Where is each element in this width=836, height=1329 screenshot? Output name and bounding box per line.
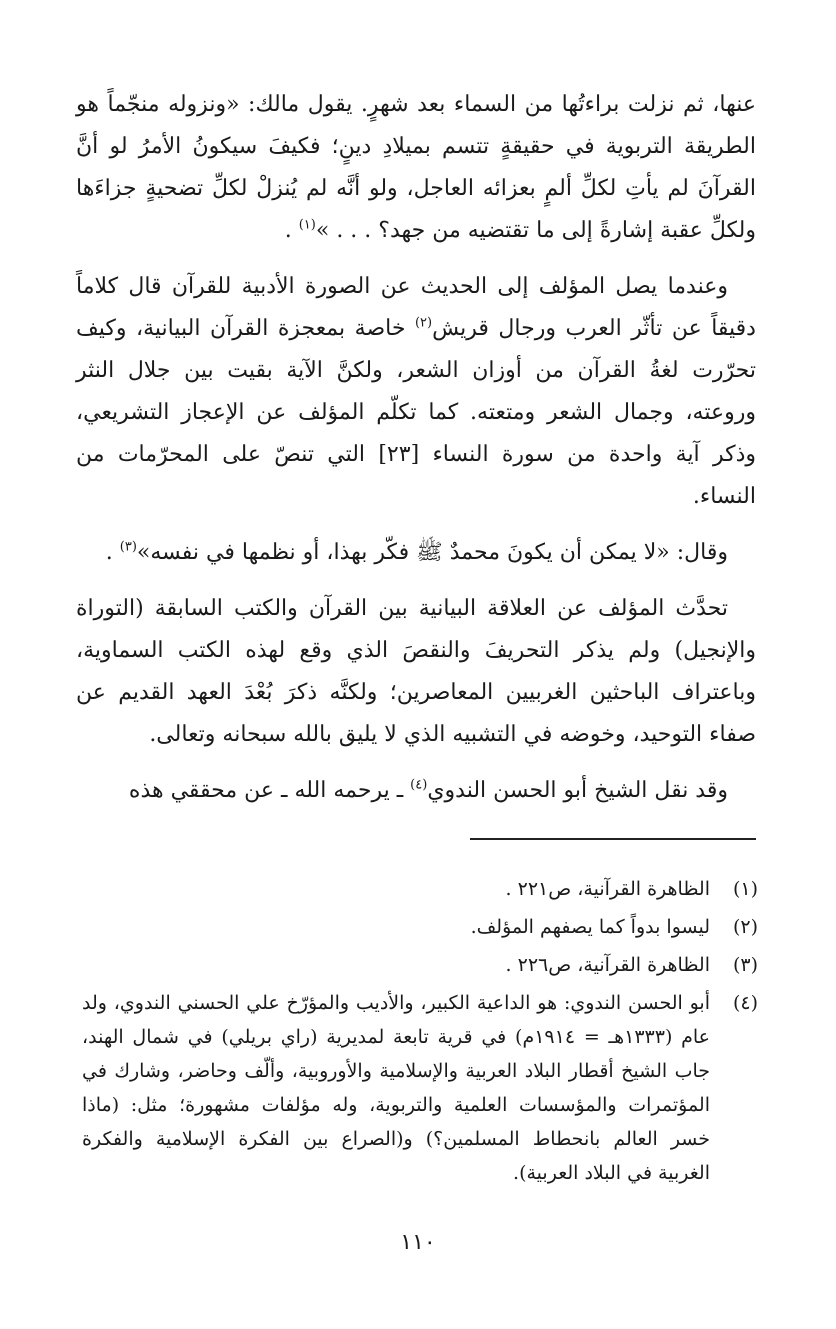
footnote-text: الظاهرة القرآنية، ص٢٢١ . — [505, 878, 710, 900]
page-number: ١١٠ — [400, 1230, 436, 1255]
footnote-divider — [470, 838, 756, 840]
paragraph-5-text: وقد نقل الشيخ أبو الحسن الندوي — [427, 778, 728, 803]
paragraph-1-text: عنها، ثم نزلت براءتُها من السماء بعد شهرٍ. يقول مالك: «ونزوله منجّماً هو الطريقة التربوية في حقيقةٍ تتسم بميلادِ دينٍ؛ فكيفَ سيكونُ الأمرُ لو أنَّ القرآنَ لم يأتِ لكلِّ ألمٍ بعزائه العاجل، ولو أنَّه لم يُنزلْ لكلِّ تضحيةٍ جزاءَها ولكلِّ عقبة إشارةً إلى ما تقتضيه من جهد؟ . . . » — [76, 92, 756, 243]
footnote-ref-3: (٣) — [119, 539, 137, 555]
paragraph-5 — [76, 770, 756, 812]
footnote-ref-4: (٤) — [410, 777, 428, 793]
paragraph-2 — [76, 266, 756, 518]
footnote-text: أبو الحسن الندوي: هو الداعية الكبير، والأديب والمؤرّخ علي الحسني الندوي، ولد عام (١٣٣٣هـ = ١٩١٤م) في قرية تابعة لمديرية (راي بريلي) في شمال الهند، جاب الشيخ أقطار البلاد العربية والإسلامية والأوروبية، وألّف وحاضر، وشارك في المؤتمرات والمؤسسات العلمية والتربوية، وله مؤلفات مشهورة؛ مثل: (ماذا خسر العالم بانحطاط المسلمين؟) و(الصراع بين الفكرة الإسلامية والفكرة الغربية في البلاد العربية). — [82, 992, 711, 1184]
paragraph-1-tail: . — [284, 218, 299, 243]
paragraph-1 — [76, 84, 756, 252]
footnote-3 — [82, 948, 758, 982]
paragraph-4 — [76, 588, 756, 756]
footnote-number: (٣) — [732, 954, 758, 976]
footnotes-section — [82, 872, 758, 1194]
footnote-2 — [82, 910, 758, 944]
footnote-number: (١) — [732, 878, 758, 900]
paragraph-2-text: وعندما يصل المؤلف إلى الحديث عن الصورة الأدبية للقرآن قال كلاماً دقيقاً عن تأثّر العرب ورجال قريش — [76, 274, 756, 341]
footnote-text: الظاهرة القرآنية، ص٢٢٦ . — [505, 954, 710, 976]
paragraph-3-text: وقال: «لا يمكن أن يكونَ محمدٌ ﷺ فكّر بهذا، أو نظمها في نفسه» — [136, 540, 728, 565]
paragraph-2-tail: خاصة بمعجزة القرآن البيانية، وكيف تحرّرت لغةُ القرآن من أوزان الشعر، ولكنَّ الآية بقيت بين جلال النثر وروعته، وجمال الشعر ومتعته. كما تكلّم المؤلف عن الإعجاز التشريعي، وذكر آية واحدة من سورة النساء [٢٣] التي تنصّ على المحرّمات من النساء. — [76, 316, 757, 509]
footnote-ref-2: (٢) — [414, 315, 433, 331]
footnote-number: (٤) — [732, 992, 758, 1014]
footnote-1 — [82, 872, 758, 906]
paragraph-3 — [76, 532, 756, 574]
paragraph-3-tail: . — [105, 540, 120, 565]
footnote-text: ليسوا بدواً كما يصفهم المؤلف. — [470, 916, 710, 938]
paragraph-5-tail: ـ يرحمه الله ـ عن محققي هذه — [128, 778, 411, 803]
footnote-4 — [82, 986, 758, 1190]
footnote-number: (٢) — [732, 916, 758, 938]
paragraph-4-text: تحدَّث المؤلف عن العلاقة البيانية بين القرآن والكتب السابقة (التوراة والإنجيل) ولم يذكر التحريفَ والنقصَ الذي وقع لهذه الكتب السماوية، وباعتراف الباحثين الغربيين المعاصرين؛ ولكنَّه ذكرَ بُعْدَ العهد القديم عن صفاء التوحيد، وخوضه في التشبيه الذي لا يليق بالله سبحانه وتعالى. — [76, 596, 756, 747]
main-text — [76, 84, 756, 826]
footnote-ref-1: (١) — [298, 217, 316, 233]
